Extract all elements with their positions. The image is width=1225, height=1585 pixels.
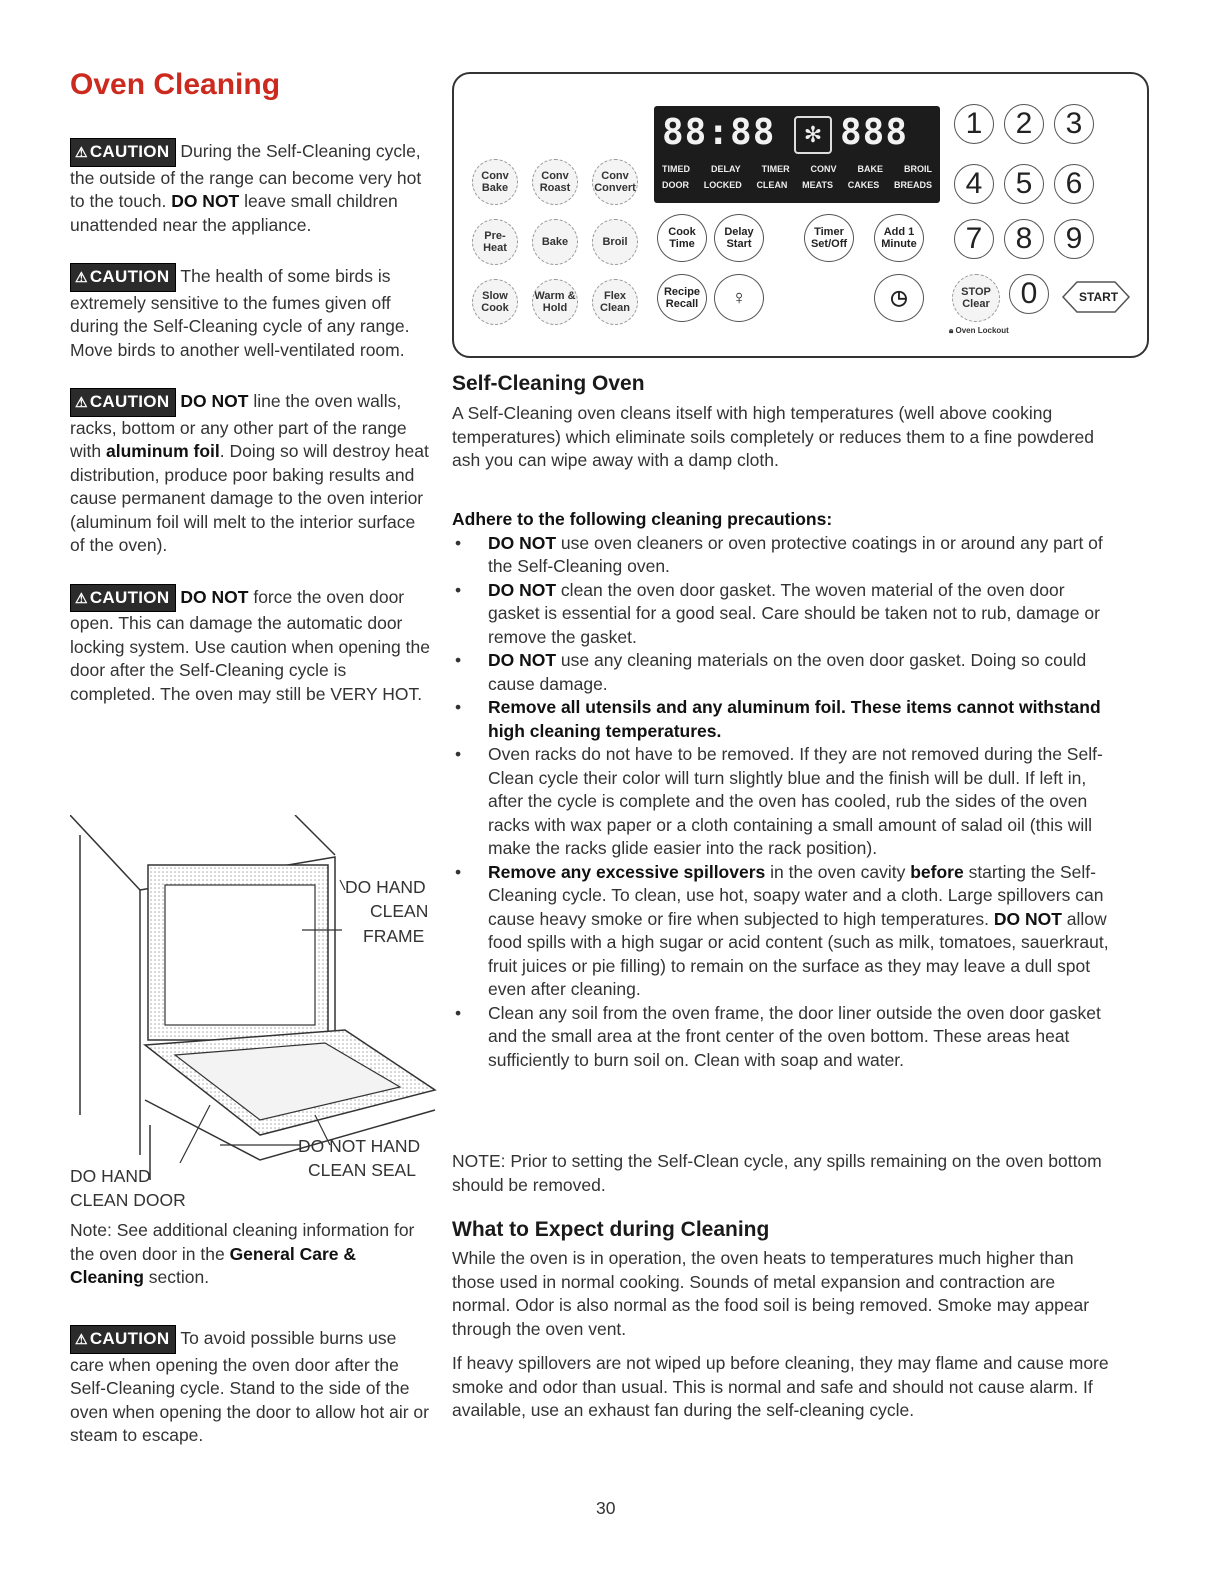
conv-bake-pad: Conv Bake xyxy=(472,159,518,205)
warning-icon: ⚠ xyxy=(75,144,88,160)
caution-badge: ⚠ CAUTION xyxy=(70,1325,176,1354)
page-number: 30 xyxy=(596,1498,616,1518)
delay-start-pad: Delay Start xyxy=(714,214,764,262)
flex-clean-pad: Flex Clean xyxy=(592,279,638,325)
light-bulb-icon: ♀ xyxy=(714,274,764,322)
stop-clear-pad: STOP Clear xyxy=(952,274,1000,322)
keypad-9: 9 xyxy=(1054,219,1094,259)
label-do-hand-clean-door-2: CLEAN DOOR xyxy=(70,1190,186,1210)
conv-convert-pad: Conv Convert xyxy=(592,159,638,205)
keypad-4: 4 xyxy=(954,164,994,204)
oven-lockout-label: 🔒︎ Oven Lockout xyxy=(949,326,1009,335)
keypad-2: 2 xyxy=(1004,104,1044,144)
self-cleaning-heading: Self-Cleaning Oven xyxy=(452,372,645,395)
broil-pad: Broil xyxy=(592,219,638,265)
display-temperature: 888 xyxy=(840,112,909,153)
label-do-hand-clean-door-1: DO HAND xyxy=(70,1166,151,1186)
preheat-pad: Pre-Heat xyxy=(472,219,518,265)
list-item: • Clean any soil from the oven frame, the door liner outside the oven door gasket and the small area at the front center of the oven bottom. These areas heat sufficiently to burn soil on. Clean with soap and water. xyxy=(455,1002,1101,1070)
left-column xyxy=(70,138,432,732)
caution-3: ⚠ CAUTION DO NOT line the oven walls, racks, bottom or any other part of the range with aluminum foil. Doing so will destroy heat distribution, produce poor baking results and cause permanent damage to the oven interior (aluminum foil will melt to the interior surface of the oven). xyxy=(70,388,432,558)
list-item: • Remove all utensils and any aluminum foil. These items cannot withstand high cleaning temperatures. xyxy=(455,697,1101,741)
expect-paragraph-2: If heavy spillovers are not wiped up before cleaning, they may flame and cause more smoke and odor than usual. This is normal and safe and should not cause alarm. If available, use an exhaust fan during the self-cleaning cycle. xyxy=(452,1353,1109,1420)
label-do-hand-clean-frame-3: FRAME xyxy=(363,926,425,946)
cook-time-pad: Cook Time xyxy=(657,214,707,262)
expect-paragraph-1: While the oven is in operation, the oven heats to temperatures much higher than those used in normal cooking. Sounds of metal expansion and contraction are normal. Odor is also normal as the food soil is being removed. Smoke may appear through the oven vent. xyxy=(452,1248,1090,1339)
recipe-recall-pad: Recipe Recall xyxy=(657,274,707,322)
caution-2: ⚠ CAUTION The health of some birds is extremely sensitive to the fumes given off during the Self-Cleaning cycle of any range. Move birds to another well-ventilated room. xyxy=(70,263,432,362)
caution-badge: ⚠ CAUTION xyxy=(70,263,176,292)
timer-pad: Timer Set/Off xyxy=(804,214,854,262)
list-item: • Oven racks do not have to be removed. If they are not removed during the Self-Clean cycle their color will turn slightly blue and the finish will be dull. If left in, after the cycle is complete and the oven has cooled, rub the sides of the oven racks with wax paper or a cloth containing a small amount of salad oil (this will make the racks glide easier into the rack position). xyxy=(455,744,1103,858)
caution-4: ⚠ CAUTION DO NOT force the oven door open. This can damage the automatic door locking system. Use caution when opening the door after the Self-Cleaning cycle is completed. The oven may still be VERY HOT. xyxy=(70,584,432,707)
conv-roast-pad: Conv Roast xyxy=(532,159,578,205)
keypad-0: 0 xyxy=(1009,274,1049,314)
self-cleaning-paragraph: A Self-Cleaning oven cleans itself with high temperatures (well above cooking temperatures) which eliminate soils completely or reduces them to a fine powdered ash you can wipe away with a damp cloth. xyxy=(452,403,1094,470)
lock-icon: 🔒︎ xyxy=(949,326,954,335)
caution-badge: ⚠ CAUTION xyxy=(70,584,176,613)
list-item: • DO NOT clean the oven door gasket. The woven material of the oven door gasket is essential for a good seal. Care should be taken not to rub, damage or remove the gasket. xyxy=(455,579,1100,647)
keypad-7: 7 xyxy=(954,219,994,259)
keypad-6: 6 xyxy=(1054,164,1094,204)
control-panel-illustration xyxy=(452,72,1149,358)
warning-icon: ⚠ xyxy=(75,589,88,606)
display-labels-bottom: DOOR LOCKED CLEAN MEATS CAKES BREADS xyxy=(662,180,932,190)
clock-icon: ◷ xyxy=(874,274,924,322)
keypad-1: 1 xyxy=(954,104,994,144)
keypad-3: 3 xyxy=(1054,104,1094,144)
door-note: Note: See additional cleaning information for the oven door in the General Care & Cleaning section. xyxy=(70,1220,415,1287)
list-item: • DO NOT use any cleaning materials on the oven door gasket. Doing so could cause damage. xyxy=(455,650,1087,694)
warning-icon: ⚠ xyxy=(75,269,88,285)
label-do-hand-clean-frame-1: DO HAND xyxy=(345,877,426,897)
start-pad xyxy=(1059,280,1133,314)
keypad-8: 8 xyxy=(1004,219,1044,259)
what-to-expect-heading: What to Expect during Cleaning xyxy=(452,1218,770,1241)
warm-hold-pad: Warm & Hold xyxy=(532,279,578,325)
precautions-list xyxy=(452,532,1117,1073)
caution-1: ⚠ CAUTION During the Self-Cleaning cycle, the outside of the range can become very hot to the touch. DO NOT leave small children unattended near the appliance. xyxy=(70,138,432,237)
start-label: START xyxy=(1079,290,1119,304)
label-do-not-hand-clean-seal-2: CLEAN SEAL xyxy=(308,1160,416,1180)
keypad-5: 5 xyxy=(1004,164,1044,204)
warning-icon: ⚠ xyxy=(75,1331,88,1347)
list-item: • Remove any excessive spillovers in the oven cavity before starting the Self-Cleaning cycle. To clean, use hot, soapy water and a cloth. Large spillovers can cause heavy smoke or fire when subjected to high temperatures. DO NOT allow food spills with a high sugar or acid content (such as milk, tomatoes, sauerkraut, fruit juices or pie filling) to remain on the surface as they may leave a dull spot even after cleaning. xyxy=(455,861,1109,999)
oven-display xyxy=(654,106,940,203)
caution-5: ⚠ CAUTION To avoid possible burns use care when opening the oven door after the Self-Cleaning cycle. Stand to the side of the oven when opening the door to allow hot air or steam to escape. xyxy=(70,1325,432,1448)
add-minute-pad: Add 1 Minute xyxy=(874,214,924,262)
label-do-not-hand-clean-seal-1: DO NOT HAND xyxy=(298,1136,421,1156)
display-labels-top: TIMED DELAY TIMER CONV BAKE BROIL xyxy=(662,164,932,174)
display-clock: 88:88 xyxy=(662,112,776,153)
self-clean-note: NOTE: Prior to setting the Self-Clean cycle, any spills remaining on the oven bottom should be removed. xyxy=(452,1151,1102,1195)
slow-cook-pad: Slow Cook xyxy=(472,279,518,325)
label-do-hand-clean-frame-2: CLEAN xyxy=(370,901,429,921)
fan-icon: ✻ xyxy=(794,116,832,154)
bake-pad: Bake xyxy=(532,219,578,265)
precautions xyxy=(452,508,1117,1072)
warning-icon: ⚠ xyxy=(75,394,88,410)
page-title: Oven Cleaning xyxy=(70,68,281,101)
list-item: • DO NOT use oven cleaners or oven protective coatings in or around any part of the Self-Cleaning oven. xyxy=(455,532,1103,576)
precautions-heading: Adhere to the following cleaning precautions: xyxy=(452,509,833,529)
caution-badge: ⚠ CAUTION xyxy=(70,388,176,417)
caution-badge: ⚠ CAUTION xyxy=(70,138,176,167)
